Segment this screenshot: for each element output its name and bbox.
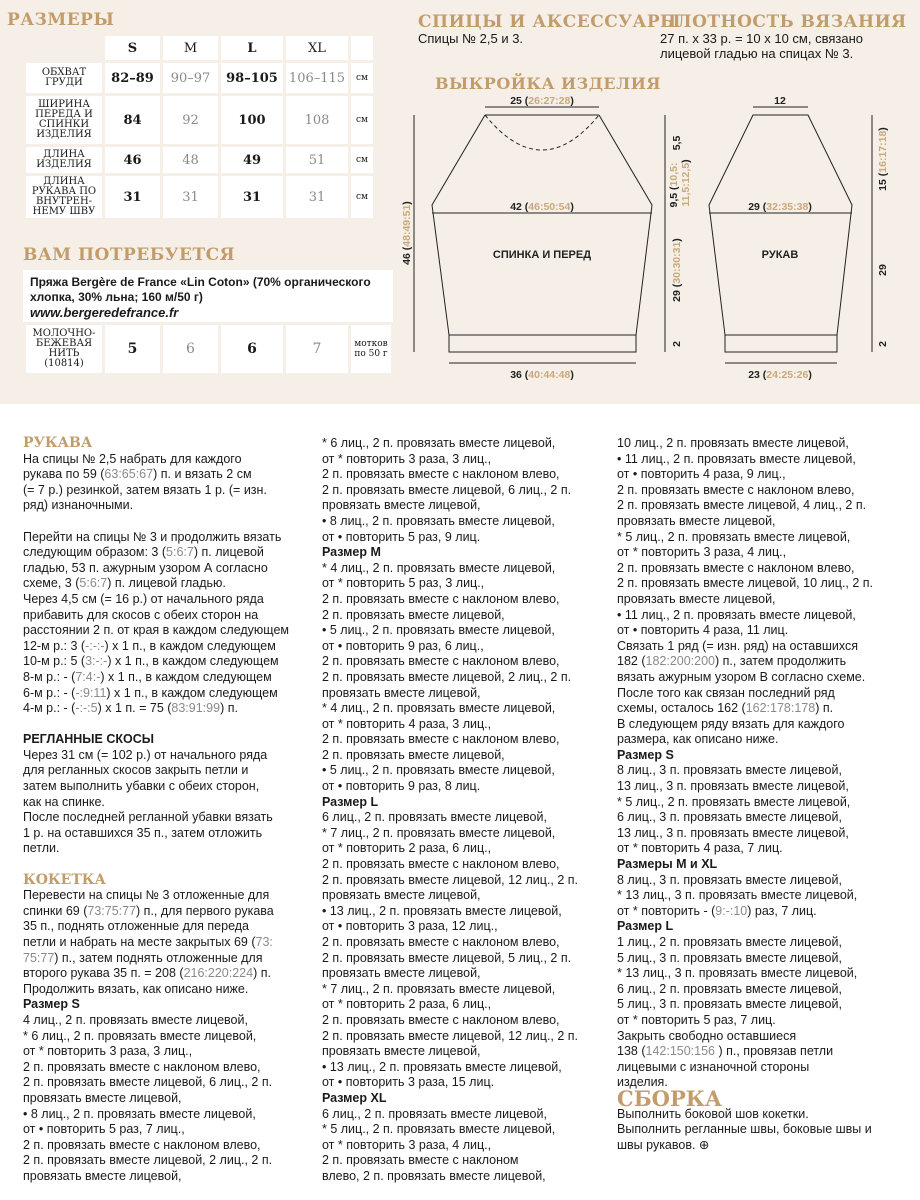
yarn-value-xl: 7 — [286, 325, 348, 373]
text-line: 2 п. провязать вместе с наклоном влево, — [322, 1012, 560, 1027]
text-line: швы рукавов. ⊕ — [617, 1137, 710, 1152]
yarn-label: МОЛОЧНО-БЕЖЕВАЯ НИТЬ (10814) — [26, 325, 102, 373]
text-line: размера, как описано ниже. — [617, 732, 779, 747]
pattern-diagram — [400, 95, 890, 395]
text-line: * 4 лиц., 2 п. провязать вместе лицевой, — [322, 560, 556, 575]
text-line: * 7 лиц., 2 п. провязать вместе лицевой, — [322, 981, 556, 996]
text-line: следующим образом: 3 (5:6:7) п. лицевой — [23, 545, 264, 560]
text-line: * 7 лиц., 2 п. провязать вместе лицевой, — [322, 825, 556, 840]
dim-body-mid: 42 (46:50:54) — [510, 201, 574, 213]
text-line: 2 п. провязать вместе с наклоном влево, — [23, 1059, 261, 1074]
text-line: Перейти на спицы № 3 и продолжить вязать — [23, 529, 282, 544]
sizes-title: РАЗМЕРЫ — [7, 10, 115, 30]
text-line: • 13 лиц., 2 п. провязать вместе лицевой, — [322, 903, 562, 918]
text-line: 2 п. провязать вместе с наклоном влево, — [322, 654, 560, 669]
text-line: * 6 лиц., 2 п. провязать вместе лицевой, — [322, 436, 556, 450]
subheading: Размер L — [322, 794, 379, 809]
text-line: от • повторить 9 раз, 6 лиц., — [322, 638, 484, 653]
dim-sleeve-bottom: 23 (24:25:26) — [748, 369, 812, 381]
text-line: * 5 лиц., 2 п. провязать вместе лицевой, — [322, 1122, 556, 1137]
text-line: рукава по 59 (63:65:67) п. и вязать 2 см — [23, 467, 252, 482]
cell: 51 — [286, 147, 348, 173]
text-line: 12-м р.: 3 (-:-:-) х 1 п., в каждом следующем — [23, 638, 276, 653]
text-line: от * повторить 4 раза, 7 лиц. — [617, 841, 783, 856]
subheading: РЕГЛАННЫЕ СКОСЫ — [23, 732, 154, 747]
text-line: 2 п. провязать вместе лицевой, 6 лиц., 2 п. — [23, 1075, 273, 1090]
row-label-width: ШИРИНА ПЕРЕДА И СПИНКИ ИЗДЕЛИЯ — [26, 96, 102, 144]
text-line: от • повторить 5 раз, 7 лиц., — [23, 1122, 185, 1137]
cell: 31 — [286, 176, 348, 218]
text-line: 2 п. провязать вместе с наклоном влево, — [322, 857, 560, 872]
size-header-m: M — [163, 36, 218, 60]
text-line: провязать вместе лицевой, — [322, 966, 481, 981]
text-line: • 13 лиц., 2 п. провязать вместе лицевой, — [322, 1059, 562, 1074]
text-line: 2 п. провязать вместе с наклоном влево, — [23, 1137, 261, 1152]
text-line: 13 лиц., 3 п. провязать вместе лицевой, — [617, 825, 849, 840]
needles-title: СПИЦЫ И АКСЕССУАРЫ — [418, 12, 682, 32]
text-line: 5 лиц., 3 п. провязать вместе лицевой, — [617, 997, 842, 1012]
dim-sleeve-raglan: 15 (16:17:18) — [877, 127, 889, 191]
text-line: спинки 69 (73:75:77) п., для первого рукава — [23, 903, 274, 918]
text-line: Перевести на спицы № 3 отложенные для — [23, 888, 270, 903]
text-line: 2 п. провязать вместе с наклоном влево, — [617, 482, 855, 497]
subheading: Размер XL — [322, 1090, 387, 1105]
text-line: схеме, 3 (5:6:7) п. лицевой гладью. — [23, 576, 226, 591]
subheading: Размер S — [617, 747, 674, 762]
materials-title: ВАМ ПОТРЕБУЕТСЯ — [23, 245, 236, 265]
text-line: от * повторить - (9:-:10) раз, 7 лиц. — [617, 903, 817, 918]
text-line: * 4 лиц., 2 п. провязать вместе лицевой, — [322, 701, 556, 716]
text-line: для регланных скосов закрыть петли и — [23, 763, 249, 778]
section-heading: КОКЕТКА — [23, 871, 106, 888]
text-line: • 8 лиц., 2 п. провязать вместе лицевой, — [322, 513, 555, 528]
unit: см — [351, 96, 373, 144]
yarn-value-l: 6 — [221, 325, 283, 373]
text-line: от • повторить 3 раза, 12 лиц., — [322, 919, 498, 934]
spacer — [23, 857, 289, 873]
dim-body-raglan-1: 9,5 (10,5: — [668, 162, 680, 208]
text-line: • 11 лиц., 2 п. провязать вместе лицевой, — [617, 451, 856, 466]
spacer — [23, 717, 289, 733]
text-line: петли и набрать на месте закрытых 69 (73: — [23, 935, 273, 949]
text-line: от * повторить 3 раза, 3 лиц., — [322, 451, 492, 466]
cell: 84 — [105, 96, 160, 144]
text-line: * 5 лиц., 2 п. провязать вместе лицевой, — [617, 794, 851, 809]
cell: 46 — [105, 147, 160, 173]
text-line: от • повторить 5 раз, 9 лиц. — [322, 529, 481, 544]
text-line: 4 лиц., 2 п. провязать вместе лицевой, — [23, 1012, 248, 1027]
subheading: Размер M — [322, 545, 381, 560]
text-line: 6 лиц., 2 п. провязать вместе лицевой, — [322, 1106, 547, 1121]
text-line: В следующем ряду вязать для каждого — [617, 716, 845, 731]
dim-body-raglan-2: 11,5:12,5) — [680, 159, 692, 207]
text-line: * 13 лиц., 3 п. провязать вместе лицевой, — [617, 966, 858, 981]
text-line: провязать вместе лицевой, — [322, 685, 481, 700]
text-line: провязать вместе лицевой, — [617, 513, 776, 528]
website-link[interactable]: www.bergeredefrance.fr — [30, 305, 179, 320]
dim-body-rib: 2 — [671, 341, 683, 347]
text-line: • 5 лиц., 2 п. провязать вместе лицевой, — [322, 763, 555, 778]
gauge-title: ПЛОТНОСТЬ ВЯЗАНИЯ — [660, 12, 907, 32]
text-line: * 5 лиц., 2 п. провязать вместе лицевой, — [617, 529, 851, 544]
sleeve-label: РУКАВ — [761, 249, 799, 261]
text-line: 6 лиц., 2 п. провязать вместе лицевой, — [617, 981, 842, 996]
subheading: Размер L — [617, 919, 674, 934]
dim-body-top: 25 (26:27:28) — [510, 95, 574, 107]
size-header-l: L — [221, 36, 283, 60]
text-line: Закрыть свободно оставшиеся — [617, 1028, 797, 1043]
sizes-table — [23, 33, 376, 221]
text-line: петли. — [23, 841, 60, 856]
text-line: * 6 лиц., 2 п. провязать вместе лицевой, — [23, 1028, 257, 1043]
text-line: 8 лиц., 3 п. провязать вместе лицевой, — [617, 872, 842, 887]
text-line: провязать вместе лицевой, — [617, 591, 776, 606]
subheading: Размер S — [23, 997, 80, 1012]
section-heading: РУКАВА — [23, 435, 93, 451]
cell: 90–97 — [163, 63, 218, 93]
row-label-sleeve: ДЛИНА РУКАВА ПО ВНУТРЕН-НЕМУ ШВУ — [26, 176, 102, 218]
text-line: от * повторить 3 раза, 4 лиц., — [322, 1137, 492, 1152]
unit: см — [351, 176, 373, 218]
text-line: Связать 1 ряд (= изн. ряд) на оставшихся — [617, 638, 859, 653]
size-header-xl: XL — [286, 36, 348, 60]
text-line: 13 лиц., 3 п. провязать вместе лицевой, — [617, 779, 849, 794]
text-column-1 — [23, 436, 289, 1185]
text-line: • 8 лиц., 2 п. провязать вместе лицевой, — [23, 1106, 256, 1121]
text-line: влево, 2 п. провязать вместе лицевой, — [322, 1168, 546, 1183]
text-line: После того как связан последний ряд — [617, 685, 835, 700]
gauge-line-1: 27 п. х 33 р. = 10 х 10 см, связано — [660, 31, 863, 46]
text-column-2 — [322, 436, 578, 1185]
text-line: провязать вместе лицевой, — [23, 1090, 182, 1105]
needles-text: Спицы № 2,5 и 3. — [418, 31, 524, 46]
text-line: 2 п. провязать вместе с наклоном влево, — [322, 732, 560, 747]
text-line: расстоянии 2 п. от края в каждом следующем — [23, 623, 289, 638]
yarn-table — [23, 322, 394, 376]
text-line: от * повторить 2 раза, 6 лиц., — [322, 997, 492, 1012]
text-line: от * повторить 4 раза, 3 лиц., — [322, 716, 492, 731]
text-line: второго рукава 35 п. = 208 (216:220:224) п. — [23, 966, 271, 981]
text-line: Выполнить регланные швы, боковые швы и — [617, 1122, 872, 1137]
text-line: от * повторить 2 раза, 6 лиц., — [322, 841, 492, 856]
text-line: изделия. — [617, 1075, 668, 1090]
text-line: от • повторить 4 раза, 11 лиц. — [617, 623, 789, 638]
text-line: 182 (182:200:200) п., затем продолжить — [617, 654, 847, 669]
text-line: 2 п. провязать вместе лицевой, 12 лиц., 2 п. — [322, 872, 579, 887]
body-outline — [432, 115, 652, 352]
text-line: 2 п. провязать вместе лицевой, 2 лиц., 2 п. — [23, 1153, 273, 1168]
text-line: 2 п. провязать вместе лицевой, 12 лиц., 2 п. — [322, 1028, 579, 1043]
text-line: 2 п. провязать вместе с наклоном влево, — [322, 935, 560, 949]
yarn-value-s: 5 — [105, 325, 160, 373]
text-line: 2 п. провязать вместе лицевой, 2 лиц., 2 п. — [322, 669, 572, 684]
cell: 31 — [221, 176, 283, 218]
text-line: 10 лиц., 2 п. провязать вместе лицевой, — [617, 436, 849, 450]
cell: 106–115 — [286, 63, 348, 93]
text-line: Через 4,5 см (= 16 р.) от начального ряда — [23, 591, 264, 606]
text-line: * 13 лиц., 3 п. провязать вместе лицевой, — [617, 888, 858, 903]
text-line: • 11 лиц., 2 п. провязать вместе лицевой, — [617, 607, 856, 622]
row-label-chest: ОБХВАТ ГРУДИ — [26, 63, 102, 93]
body-label: СПИНКА И ПЕРЕД — [492, 249, 592, 261]
text-line: от * повторить 5 раз, 3 лиц., — [322, 576, 485, 591]
text-line: затем выполнить убавки с обеих сторон, — [23, 779, 260, 794]
cell: 31 — [163, 176, 218, 218]
text-line: 6-м р.: - (-:9:11) х 1 п., в каждом следующем — [23, 685, 278, 700]
cell: 31 — [105, 176, 160, 218]
text-line: 2 п. провязать вместе с наклоном — [322, 1153, 519, 1168]
unit: см — [351, 147, 373, 173]
dim-body-side: 29 (30:30:31) — [671, 238, 683, 302]
text-line: 2 п. провязать вместе лицевой, — [322, 747, 505, 762]
pattern-title: ВЫКРОЙКА ИЗДЕЛИЯ — [435, 74, 661, 93]
text-line: провязать вместе лицевой, — [322, 888, 481, 903]
text-line: На спицы № 2,5 набрать для каждого — [23, 451, 242, 466]
text-line: 1 р. на оставшихся 35 п., затем отложить — [23, 825, 263, 840]
text-line: гладью, 53 п. ажурным узором А согласно — [23, 560, 268, 575]
text-line: 2 п. провязать вместе лицевой, — [322, 607, 505, 622]
dim-sleeve-rib: 2 — [877, 341, 889, 347]
cell: 100 — [221, 96, 283, 144]
section-heading: СБОРКА — [617, 1085, 722, 1111]
text-line: прибавить для скосов с обеих сторон на — [23, 607, 259, 622]
text-line: от * повторить 3 раза, 3 лиц., — [23, 1044, 193, 1059]
text-line: от * повторить 5 раз, 7 лиц. — [617, 1012, 776, 1027]
dim-sleeve-side: 29 — [877, 264, 889, 276]
cell: 92 — [163, 96, 218, 144]
cell: 48 — [163, 147, 218, 173]
cell: 108 — [286, 96, 348, 144]
spacer — [23, 514, 289, 530]
text-line: 2 п. провязать вместе с наклоном влево, — [322, 467, 560, 482]
text-line: Продолжить вязать, как описано ниже. — [23, 981, 249, 996]
text-line: провязать вместе лицевой, — [23, 1168, 182, 1183]
text-line: от * повторить 3 раза, 4 лиц., — [617, 545, 787, 560]
materials-line-2: хлопка, 30% льна; 160 м/50 г) — [30, 290, 203, 304]
text-line: 2 п. провязать вместе с наклоном влево, — [617, 560, 855, 575]
text-line: лицевыми с изнаночной стороны — [617, 1059, 810, 1074]
row-label-length: ДЛИНА ИЗДЕЛИЯ — [26, 147, 102, 173]
text-line: как на спинке. — [23, 794, 105, 809]
dim-sleeve-top: 12 — [774, 95, 786, 107]
cell: 98–105 — [221, 63, 283, 93]
text-line: 1 лиц., 2 п. провязать вместе лицевой, — [617, 935, 842, 949]
text-column-3 — [617, 436, 873, 1153]
text-line: 5 лиц., 3 п. провязать вместе лицевой, — [617, 950, 842, 965]
text-line: от • повторить 4 раза, 9 лиц., — [617, 467, 786, 482]
materials-line-1: Пряжа Bergère de France «Lin Coton» (70% органического — [30, 275, 371, 289]
subheading: Размеры M и XL — [617, 857, 718, 872]
text-line: 75:77) п., затем поднять отложенные для — [23, 950, 263, 965]
text-line: • 5 лиц., 2 п. провязать вместе лицевой, — [322, 623, 555, 638]
dim-sleeve-mid: 29 (32:35:38) — [748, 201, 812, 213]
text-line: 35 п., поднять отложенные для переда — [23, 919, 250, 934]
text-line: ряд) изнаночными. — [23, 498, 134, 513]
text-line: 2 п. провязать вместе лицевой, 5 лиц., 2 п. — [322, 950, 572, 965]
text-line: 2 п. провязать вместе с наклоном влево, — [322, 591, 560, 606]
sleeve-outline — [709, 115, 852, 352]
text-line: (= 7 р.) резинкой, затем вязать 1 р. (= изн. — [23, 482, 267, 497]
cell: 49 — [221, 147, 283, 173]
text-line: Через 31 см (= 102 р.) от начального ряда — [23, 747, 268, 762]
text-line: 2 п. провязать вместе лицевой, 4 лиц., 2 п. — [617, 498, 867, 513]
text-line: 4-м р.: - (-:-:5) х 1 п. = 75 (83:91:99) п. — [23, 701, 238, 716]
dim-body-neck: 5,5 — [671, 135, 683, 151]
text-line: 8-м р.: - (7:4:-) х 1 п., в каждом следующем — [23, 669, 272, 684]
gauge-line-2: лицевой гладью на спицах № 3. — [660, 46, 854, 61]
text-line: 6 лиц., 2 п. провязать вместе лицевой, — [322, 810, 547, 825]
yarn-unit: мотков по 50 г — [351, 325, 391, 373]
text-line: 6 лиц., 3 п. провязать вместе лицевой, — [617, 810, 842, 825]
yarn-value-m: 6 — [163, 325, 218, 373]
dim-body-bottom: 36 (40:44:48) — [510, 369, 574, 381]
text-line: от • повторить 3 раза, 15 лиц. — [322, 1075, 495, 1090]
text-line: схемы, осталось 162 (162:178:178) п. — [617, 701, 834, 716]
text-line: от • повторить 9 раз, 8 лиц. — [322, 779, 481, 794]
text-line: провязать вместе лицевой, — [322, 1044, 481, 1059]
size-header-s: S — [105, 36, 160, 60]
body-neck-front — [485, 115, 599, 150]
text-line: 2 п. провязать вместе лицевой, 6 лиц., 2 п. — [322, 482, 572, 497]
text-line: 2 п. провязать вместе лицевой, 10 лиц., 2 п. — [617, 576, 874, 591]
unit: см — [351, 63, 373, 93]
text-line: Выполнить боковой шов кокетки. — [617, 1106, 809, 1121]
cell: 82–89 — [105, 63, 160, 93]
text-line: 138 (142:150:156 ) п., провязав петли — [617, 1044, 834, 1059]
text-line: вязать ажурным узором В согласно схеме. — [617, 669, 866, 684]
text-line: 8 лиц., 3 п. провязать вместе лицевой, — [617, 763, 842, 778]
text-line: 10-м р.: 5 (3:-:-) х 1 п., в каждом следующем — [23, 654, 279, 669]
text-line: После последней регланной убавки вязать — [23, 810, 273, 825]
dim-body-height: 46 (48:49:51) — [401, 201, 413, 265]
text-line: провязать вместе лицевой, — [322, 498, 481, 513]
